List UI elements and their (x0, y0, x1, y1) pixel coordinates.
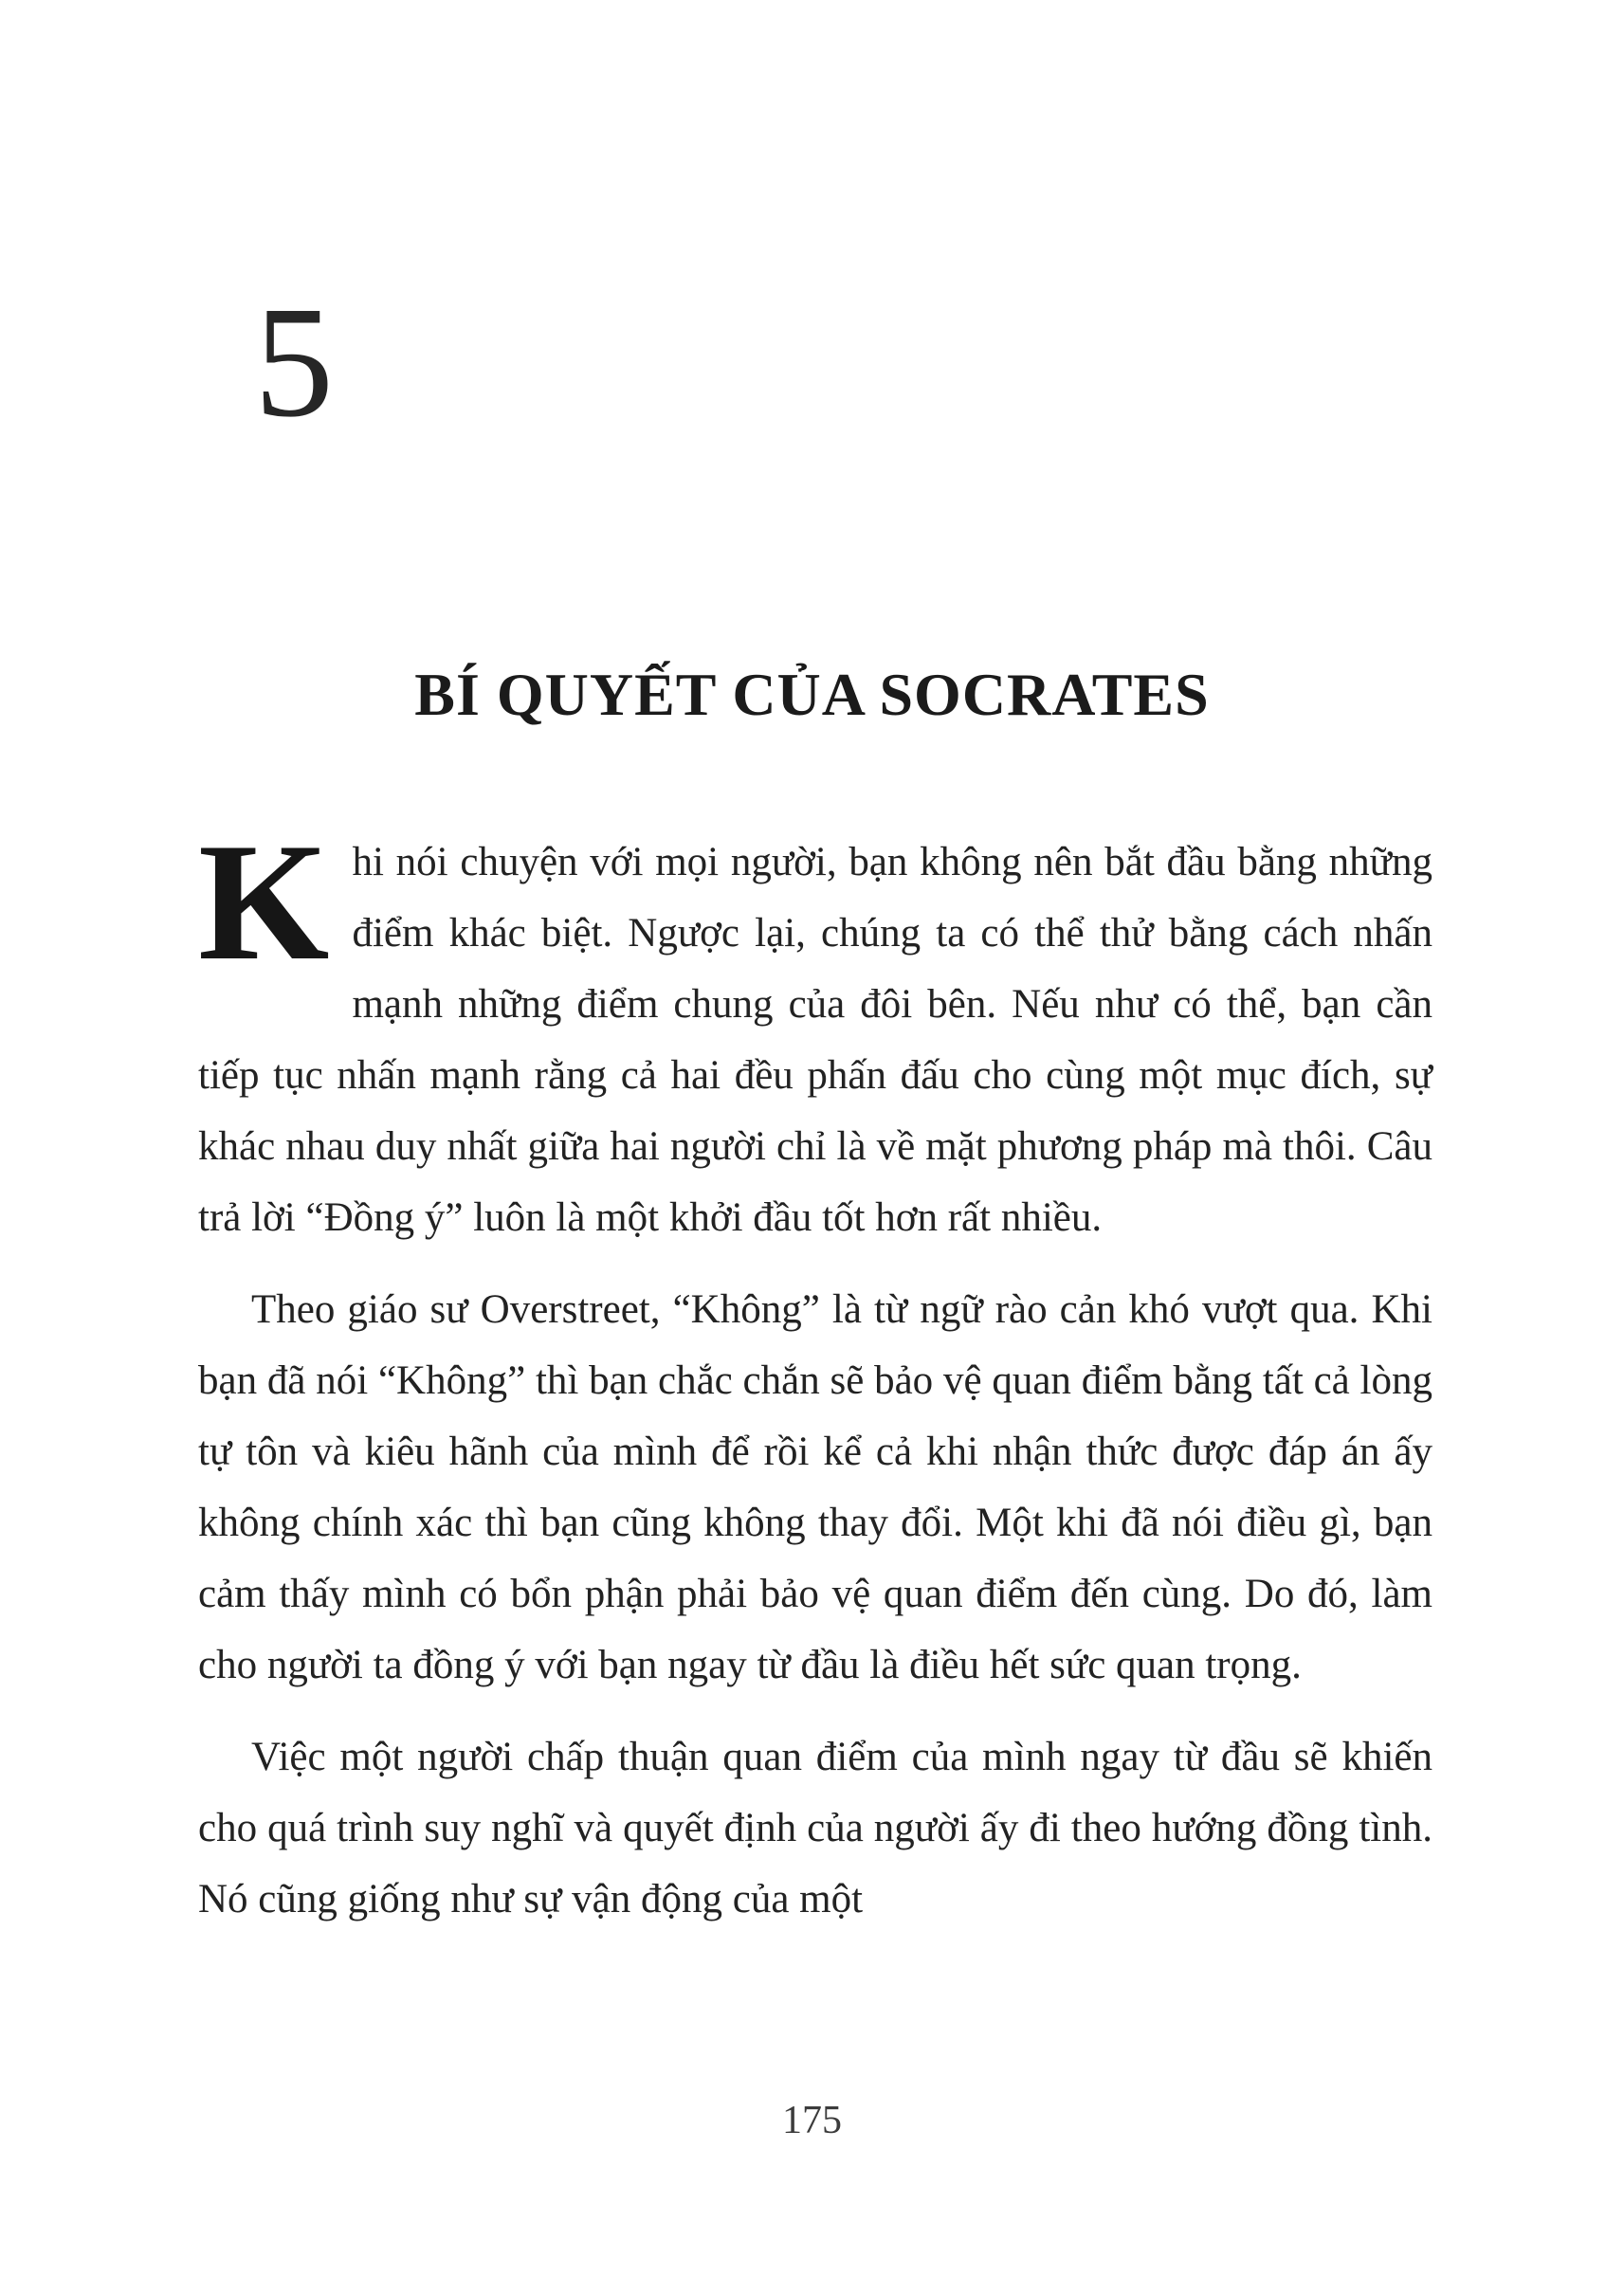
paragraph-1 (198, 808, 1432, 1253)
page-number: 175 (782, 2099, 842, 2142)
chapter-title: BÍ QUYẾT CỦA SOCRATES (414, 660, 1210, 728)
paragraph-3: Việc một người chấp thuận quan điểm của mình ngay từ đầu sẽ khiến cho quá trình suy nghĩ và quyết định của người ấy đi theo hướng đồng tình. Nó cũng giống như sự vận động của một (198, 1735, 1432, 1922)
paragraph-1-text: hi nói chuyện với mọi người, bạn không nên bắt đầu bằng những điểm khác biệt. Ngược lại, chúng ta có thể thử bằng cách nhấn mạnh những điểm chung của đôi bên. Nếu như có thể, bạn cần tiếp tục nhấn mạnh rằng cả hai đều phấn đấu cho cùng một mục đích, sự khác nhau duy nhất giữa hai người chỉ là về mặt phương pháp mà thôi. Câu trả lời “Đồng ý” luôn là một khởi đầu tốt hơn rất nhiều. (198, 840, 1432, 1240)
dropcap-letter: K (198, 808, 330, 995)
chapter-number: 5 (254, 274, 334, 450)
body-text (198, 808, 1432, 1956)
paragraph-2: Theo giáo sư Overstreet, “Không” là từ ngữ rào cản khó vượt qua. Khi bạn đã nói “Không” thì bạn chắc chắn sẽ bảo vệ quan điểm bằng tất cả lòng tự tôn và kiêu hãnh của mình để rồi kể cả khi nhận thức được đáp án ấy không chính xác thì bạn cũng không thay đổi. Một khi đã nói điều gì, bạn cảm thấy mình có bổn phận phải bảo vệ quan điểm đến cùng. Do đó, làm cho người ta đồng ý với bạn ngay từ đầu là điều hết sức quan trọng. (198, 1287, 1432, 1687)
